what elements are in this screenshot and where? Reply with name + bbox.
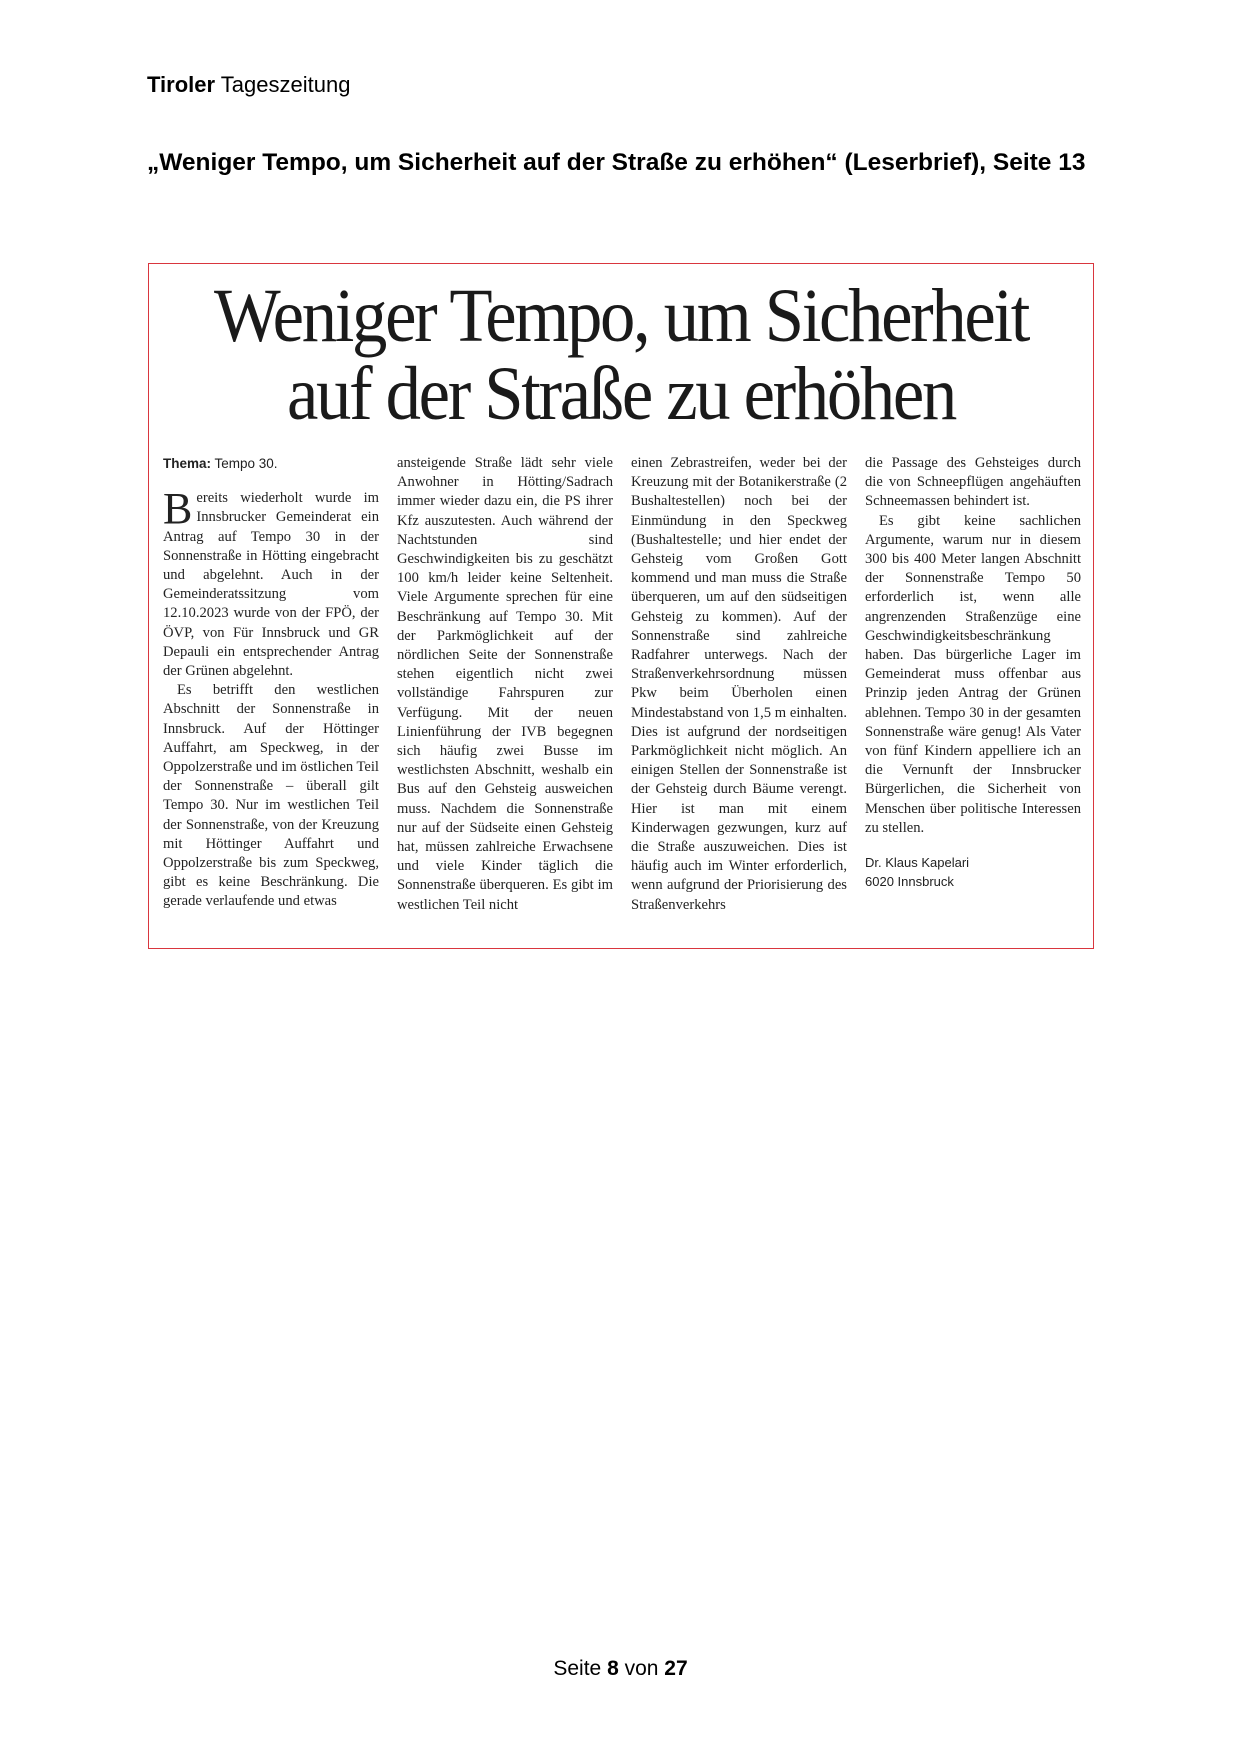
author-signature bbox=[865, 853, 1081, 891]
topic-label: Thema: bbox=[163, 456, 212, 471]
publication-name-bold: Tiroler bbox=[147, 72, 216, 97]
article-paragraph: Es betrifft den westlichen Abschnitt der Sonnenstraße in Innsbruck. Auf der Höttinger Auffahrt, am Speckweg, in der Oppolzerstraße und im östlichen Teil der Sonnenstraße – überall gilt Tempo 30. Nur im westlichen Teil der Sonnenstraße, von der Kreuzung mit Höttinger Auffahrt und Oppolzerstraße bis zum Speckweg, gibt es keine Beschränkung. Die gerade verlaufende und etwas bbox=[163, 682, 379, 910]
publication-name-rest: Tageszeitung bbox=[215, 72, 351, 97]
drop-cap: B bbox=[163, 484, 193, 534]
page-number bbox=[0, 1657, 1241, 1681]
article-headline bbox=[182, 274, 1060, 436]
document-title: „Weniger Tempo, um Sicherheit auf der Straße zu erhöhen“ (Leserbrief), Seite 13 bbox=[147, 149, 1086, 176]
total-pages: 27 bbox=[664, 1657, 688, 1680]
author-name: Dr. Klaus Kapelari bbox=[865, 855, 970, 871]
article-topic bbox=[163, 454, 379, 473]
headline-line-1: Weniger Tempo, um Sicherheit bbox=[213, 274, 1029, 358]
article-paragraph bbox=[163, 484, 379, 681]
article-column-4 bbox=[865, 454, 1081, 915]
article-paragraph: einen Zebrastreifen, weder bei der Kreuzung mit der Botanikerstraße (2 Bushaltestellen) noch bei der Einmündung in den Speckweg (Bushaltestelle; und hier endet der Gehsteig vom Großen Gott kommend und man muss die Straße überqueren, um auf den südseitigen Gehsteig zu kommen). Auf der Sonnenstraße sind zahlreiche Radfahrer unterwegs. Nach der Straßenverkehrsordnung müssen Pkw beim Überholen einen Mindestabstand von 1,5 m einhalten. Dies ist aufgrund der nordseitigen Parkmöglichkeit nicht möglich. An einigen Stellen der Sonnenstraße ist der Gehsteig durch Bäume verengt. Hier ist man mit einem Kinderwagen gezwungen, kurz auf die Straße auszuweichen. Dies ist häufig auch im Winter erforderlich, wenn aufgrund der Priorisierung des Straßenverkehrs bbox=[631, 455, 847, 913]
page-prefix: Seite bbox=[553, 1657, 608, 1680]
current-page: 8 bbox=[607, 1657, 619, 1680]
article-column-3 bbox=[631, 454, 847, 915]
headline-line-2: auf der Straße zu erhöhen bbox=[287, 352, 955, 436]
author-location: 6020 Innsbruck bbox=[865, 874, 954, 890]
article-body bbox=[163, 454, 1081, 915]
topic-value: Tempo 30. bbox=[211, 456, 278, 471]
paragraph-text: ereits wiederholt wurde im Innsbrucker Gemeinderat ein Antrag auf Tempo 30 in der Sonnenstraße in Hötting eingebracht und abgelehnt. Auch in der Gemeinderatssitzung vom 12.10.2023 wurde von der FPÖ, der ÖVP, von Für Innsbruck und GR Depauli ein entsprechender Antrag der Grünen abgelehnt. bbox=[163, 490, 379, 680]
newspaper-clipping bbox=[148, 263, 1094, 949]
publication-name bbox=[147, 72, 350, 98]
article-paragraph: die Passage des Gehsteiges durch die von Schneepflügen angehäuften Schneemassen behindert ist. bbox=[865, 455, 1081, 510]
article-column-2 bbox=[397, 454, 613, 915]
page-separator: von bbox=[618, 1657, 665, 1680]
article-column-1 bbox=[163, 454, 379, 915]
article-paragraph: Es gibt keine sachlichen Argumente, warum nur in diesem 300 bis 400 Meter langen Abschnitt der Sonnenstraße Tempo 50 erforderlich ist, wenn alle angrenzenden Straßenzüge eine Geschwindigkeitsbeschränkung haben. Das bürgerliche Lager im Gemeinderat muss offenbar aus Prinzip jeden Antrag der Grünen ablehnen. Tempo 30 in der gesamten Sonnenstraße wäre genug! Als Vater von fünf Kindern appelliere ich an die Vernunft der Innsbrucker Bürgerlichen, die Sicherheit von Menschen über politische Interessen zu stellen. bbox=[865, 512, 1081, 836]
article-paragraph: ansteigende Straße lädt sehr viele Anwohner in Hötting/Sadrach immer wieder dazu ein, die PS ihrer Kfz auszutesten. Auch während der Nachtstunden sind Geschwindigkeiten bis zu geschätzt 100 km/h leider keine Seltenheit. Viele Argumente sprechen für eine Beschränkung auf Tempo 30. Mit der Parkmöglichkeit auf der nördlichen Seite der Sonnenstraße stehen eigentlich nicht zwei vollständige Fahrspuren zur Verfügung. Mit der neuen Linienführung der IVB begegnen sich häufig zwei Busse im westlichsten Abschnitt, weshalb ein Bus auf den Gehsteig ausweichen muss. Nachdem die Sonnenstraße nur auf der Südseite einen Gehsteig hat, müssen zahlreiche Erwachsene und viele Kinder täglich die Sonnenstraße überqueren. Es gibt im westlichen Teil nicht bbox=[397, 455, 613, 913]
